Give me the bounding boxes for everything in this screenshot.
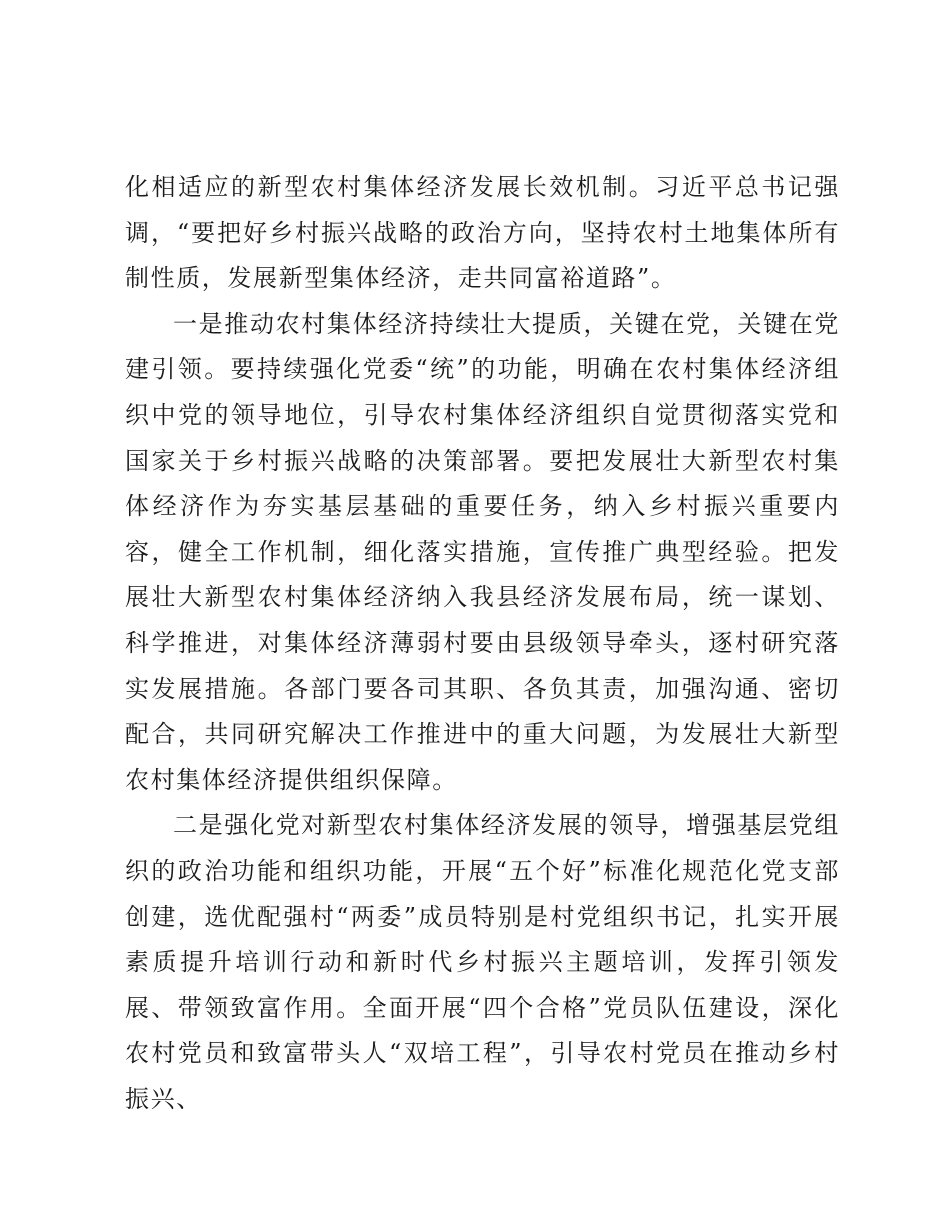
document-body — [125, 165, 840, 1122]
paragraph-point-one: 一是推动农村集体经济持续壮大提质，关键在党，关键在党建引领。要持续强化党委“统”的功能，明确在农村集体经济组织中党的领导地位，引导农村集体经济组织自觉贯彻落实党和国家关于乡村振兴战略的决策部署。要把发展壮大新型农村集体经济作为夯实基层基础的重要任务，纳入乡村振兴重要内容，健全工作机制，细化落实措施，宣传推广典型经验。把发展壮大新型农村集体经济纳入我县经济发展布局，统一谋划、科学推进，对集体经济薄弱村要由县级领导牵头，逐村研究落实发展措施。各部门要各司其职、各负其责，加强沟通、密切配合，共同研究解决工作推进中的重大问题，为发展壮大新型农村集体经济提供组织保障。 — [125, 309, 840, 794]
paragraph-point-two: 二是强化党对新型农村集体经济发展的领导，增强基层党组织的政治功能和组织功能，开展“五个好”标准化规范化党支部创建，选优配强村“两委”成员特别是村党组织书记，扎实开展素质提升培训行动和新时代乡村振兴主题培训，发挥引领发展、带领致富作用。全面开展“四个合格”党员队伍建设，深化农村党员和致富带头人“双培工程”，引导农村党员在推动乡村振兴、 — [125, 811, 840, 1113]
paragraph-intro-continuation: 化相适应的新型农村集体经济发展长效机制。习近平总书记强调，“要把好乡村振兴战略的政治方向，坚持农村土地集体所有制性质，发展新型集体经济，走共同富裕道路”。 — [125, 173, 840, 293]
